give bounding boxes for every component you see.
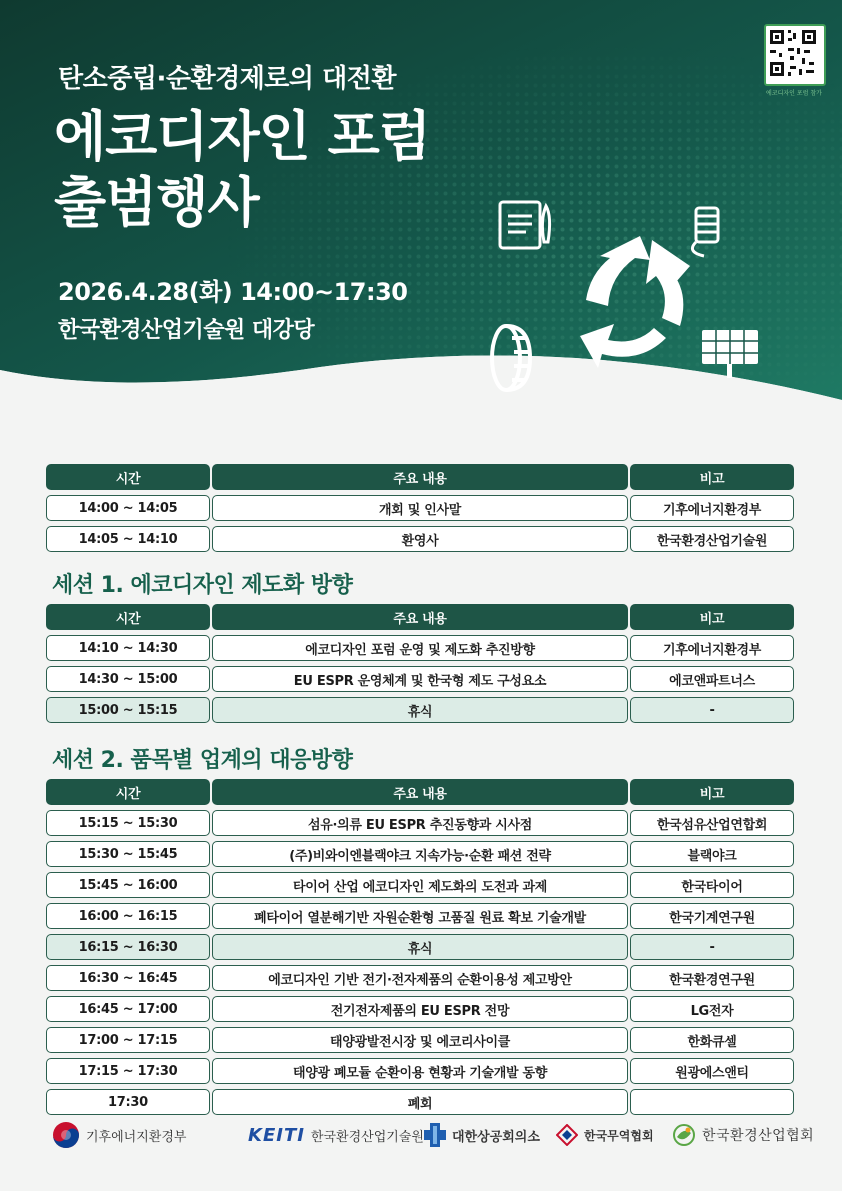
table-row [46,841,794,872]
cell-note: 한국환경연구원 [630,965,794,991]
keia-emblem-icon [672,1123,696,1147]
cell-time: 14:10 ~ 14:30 [46,635,210,661]
cell-content: 휴식 [212,697,628,723]
cell-content: 개회 및 인사말 [212,495,628,521]
column-header-content: 주요 내용 [212,604,628,630]
cell-time: 16:30 ~ 16:45 [46,965,210,991]
logo-kita [556,1110,654,1160]
logo-keiti-text: 한국환경산업기술원 [310,1129,424,1145]
hero-title-line2: 출범행사 [54,171,259,234]
session2-table [46,779,794,1120]
cell-note: 한국기계연구원 [630,903,794,929]
table-row [46,666,794,697]
hero-banner [0,0,842,440]
break-row [46,934,794,965]
cell-note: 원광에스앤티 [630,1058,794,1084]
cell-time: 16:45 ~ 17:00 [46,996,210,1022]
solar-panel-icon [702,330,758,378]
column-header-time: 시간 [46,604,210,630]
logo-chamber-text: 대한상공회의소 [452,1129,540,1145]
cell-time: 17:00 ~ 17:15 [46,1027,210,1053]
table-row [46,903,794,934]
cell-note: 기후에너지환경부 [630,635,794,661]
column-header-content: 주요 내용 [212,464,628,490]
session1-table [46,604,794,728]
hero-title-line1: 에코디자인 포럼 [54,105,430,168]
cell-content: 전기전자제품의 EU ESPR 전망 [212,996,628,1022]
cell-time: 15:15 ~ 15:30 [46,810,210,836]
cell-time: 15:45 ~ 16:00 [46,872,210,898]
chamber-emblem-icon [424,1123,446,1147]
table-row [46,495,794,526]
column-header-time: 시간 [46,779,210,805]
session1-title: 세션 1. 에코디자인 제도화 방향 [52,573,353,598]
cell-content: 타이어 산업 에코디자인 제도화의 도전과 과제 [212,872,628,898]
footer-logos [0,1110,842,1170]
cell-time: 17:15 ~ 17:30 [46,1058,210,1084]
session2-title: 세션 2. 품목별 업계의 대응방향 [52,748,353,773]
cell-note: 한화큐셀 [630,1027,794,1053]
table-header [46,604,794,635]
cell-note: 에코앤파트너스 [630,666,794,692]
logo-ministry-text: 기후에너지환경부 [86,1129,187,1145]
hero-kicker: 탄소중립·순환경제로의 대전환 [58,64,396,94]
column-header-content: 주요 내용 [212,779,628,805]
logo-keia-text: 한국환경산업협회 [702,1128,815,1144]
cell-note: 한국환경산업기술원 [630,526,794,552]
logo-kita-text: 한국무역협회 [584,1128,654,1143]
hero-title [54,104,430,236]
cell-content: 에코디자인 포럼 운영 및 제도화 추진방향 [212,635,628,661]
cell-time: 15:30 ~ 15:45 [46,841,210,867]
cell-time: 16:15 ~ 16:30 [46,934,210,960]
event-date: 2026.4.28(화) 14:00~17:30 [58,278,408,306]
column-header-note: 비고 [630,464,794,490]
cell-content: (주)비와이엔블랙야크 지속가능·순환 패션 전략 [212,841,628,867]
tire-icon [492,326,530,390]
cell-note: LG전자 [630,996,794,1022]
logo-keiti [248,1110,424,1160]
cell-note: - [630,697,794,723]
table-row [46,1027,794,1058]
opening-schedule-table [46,464,794,557]
cell-content: 환영사 [212,526,628,552]
cell-time: 14:00 ~ 14:05 [46,495,210,521]
cell-content: 에코디자인 기반 전기·전자제품의 순환이용성 제고방안 [212,965,628,991]
logo-keia [672,1110,814,1160]
qr-caption: 에코디자인 포럼 참가 [766,90,822,97]
qr-code[interactable] [764,24,826,86]
cell-time: 16:00 ~ 16:15 [46,903,210,929]
taegeuk-emblem-icon [52,1121,80,1149]
cell-time: 15:00 ~ 15:15 [46,697,210,723]
recycle-illustration [490,196,790,396]
cell-content: 폐타이어 열분해기반 자원순환형 고품질 원료 확보 기술개발 [212,903,628,929]
qr-code-icon [766,26,820,80]
cell-note: 기후에너지환경부 [630,495,794,521]
cell-note: 한국섬유산업연합회 [630,810,794,836]
table-row [46,872,794,903]
cell-note: 한국타이어 [630,872,794,898]
cell-content: 태양광발전시장 및 에코리사이클 [212,1027,628,1053]
cell-time: 17:30 [46,1089,210,1115]
cell-time: 14:05 ~ 14:10 [46,526,210,552]
cell-note: - [630,934,794,960]
cell-content: 태양광 폐모듈 순환이용 현황과 기술개발 동향 [212,1058,628,1084]
cell-time: 14:30 ~ 15:00 [46,666,210,692]
recycle-arrows-icon [580,236,690,368]
logo-chamber [424,1110,540,1160]
table-header [46,464,794,495]
kita-emblem-icon [556,1124,578,1146]
event-venue: 한국환경산업기술원 대강당 [58,318,315,343]
break-row [46,697,794,728]
table-row [46,810,794,841]
cell-content: 휴식 [212,934,628,960]
table-header [46,779,794,810]
table-row [46,996,794,1027]
logo-ministry [52,1110,186,1160]
table-row [46,1058,794,1089]
document-icon [500,202,550,248]
cell-content: EU ESPR 운영체계 및 한국형 제도 구성요소 [212,666,628,692]
table-row [46,965,794,996]
column-header-note: 비고 [630,779,794,805]
table-row [46,526,794,557]
thread-spool-icon [692,208,718,256]
cell-note: 블랙야크 [630,841,794,867]
table-row [46,635,794,666]
column-header-time: 시간 [46,464,210,490]
keiti-wordmark: KEITI [248,1124,305,1146]
cell-content: 폐회 [212,1089,628,1115]
cell-content: 섬유·의류 EU ESPR 추진동향과 시사점 [212,810,628,836]
column-header-note: 비고 [630,604,794,630]
